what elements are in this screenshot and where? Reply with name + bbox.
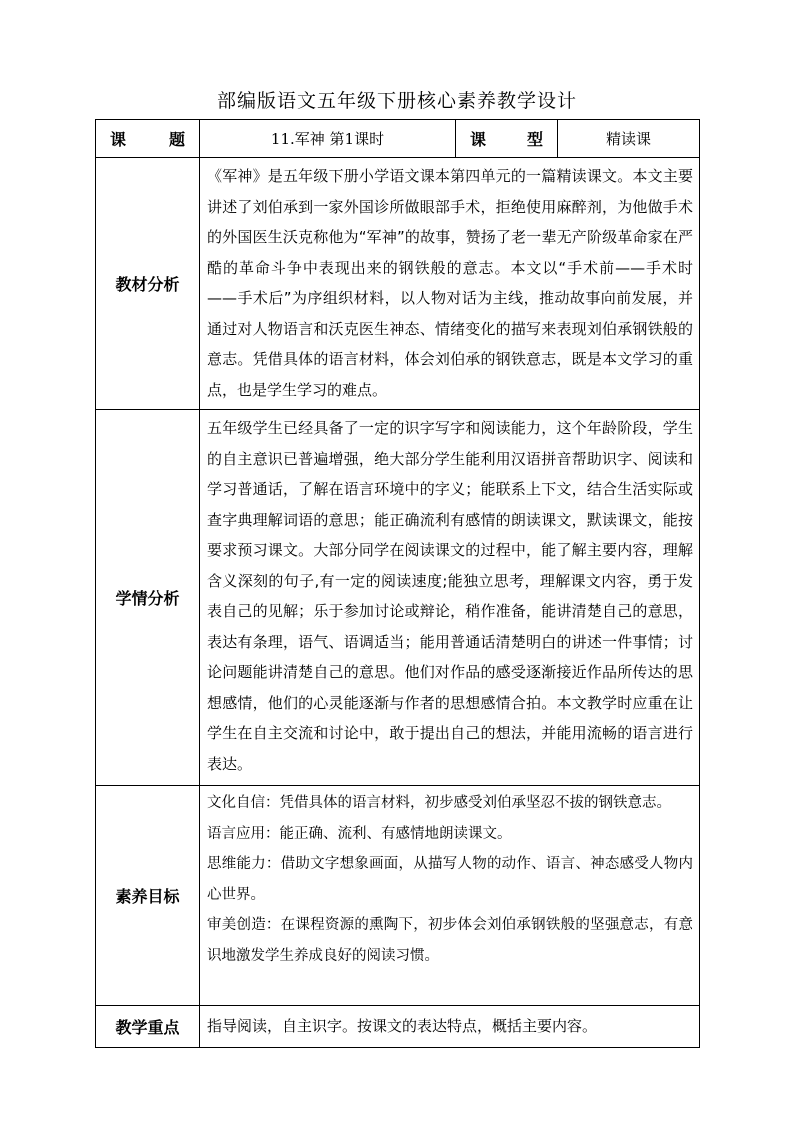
goals-row [96,786,700,1006]
learner-row [96,410,700,786]
goal-item-thinking: 思维能力：借助文字想象画面，从描写人物的动作、语言、神态感受人物内心世界。 [207,856,693,903]
learner-text: 五年级学生已经具备了一定的识字写字和阅读能力，这个年龄阶段，学生的自主意识已普遍增强，绝大部分学生能利用汉语拼音帮助识字、阅读和学习普通话，了解在语言环境中的字义；能联系上下文，结合生活实际或查字典理解词语的意思；能正确流利有感情的朗读课文，默读课文，能按要求预习课文。大部分同学在阅读课文的过程中，能了解主要内容，理解含义深刻的句子,有一定的阅读速度;能独立思考，理解课文内容，勇于发表自己的见解；乐于参加讨论或辩论，稍作准备，能讲清楚自己的意思，表达有条理，语气、语调适当；能用普通话清楚明白的讲述一件事情；讨论问题能讲清楚自己的意思。他们对作品的感受逐渐接近作品所传达的思想感情，他们的心灵能逐渐与作者的思想感情合拍。本文教学时应重在让学生在自主交流和讨论中，敢于提出自己的想法，并能用流畅的语言进行表达。 [200,410,700,786]
material-label: 教材分析 [96,158,200,410]
topic-value: 11.军神 第1课时 [200,120,456,158]
goal-item-aesthetic: 审美创造：在课程资源的熏陶下，初步体会刘伯承钢铁般的坚强意志，有意识地激发学生养成良好的阅读习惯。 [207,917,693,964]
topic-row [96,120,700,158]
topic-label: 课 题 [96,120,200,158]
material-text: 《军神》是五年级下册小学语文课本第四单元的一篇精读课文。本文主要讲述了刘伯承到一家外国诊所做眼部手术，拒绝使用麻醉剂，为他做手术的外国医生沃克称他为“军神”的故事，赞扬了老一辈无产阶级革命家在严酷的革命斗争中表现出来的钢铁般的意志。本文以“手术前——手术时——手术后”为序组织材料，以人物对话为主线，推动故事向前发展，并通过对人物语言和沃克医生神态、情绪变化的描写来表现刘伯承钢铁般的意志。凭借具体的语言材料，体会刘伯承的钢铁意志，既是本文学习的重点，也是学生学习的难点。 [200,158,700,410]
lesson-plan-table [95,119,700,1048]
type-label: 课 型 [456,120,558,158]
focus-label: 教学重点 [96,1006,200,1048]
type-value: 精读课 [558,120,700,158]
focus-text: 指导阅读，自主识字。按课文的表达特点，概括主要内容。 [200,1006,700,1048]
goal-item-language: 语言应用：能正确、流利、有感情地朗读课文。 [207,825,512,842]
goal-item-culture: 文化自信：凭借具体的语言材料，初步感受刘伯承坚忍不拔的钢铁意志。 [207,795,671,811]
goals-list [200,786,700,1006]
goals-label: 素养目标 [96,786,200,1006]
learner-label: 学情分析 [96,410,200,786]
material-row [96,158,700,410]
focus-row [96,1006,700,1048]
document-title: 部编版语文五年级下册核心素养教学设计 [216,90,577,112]
